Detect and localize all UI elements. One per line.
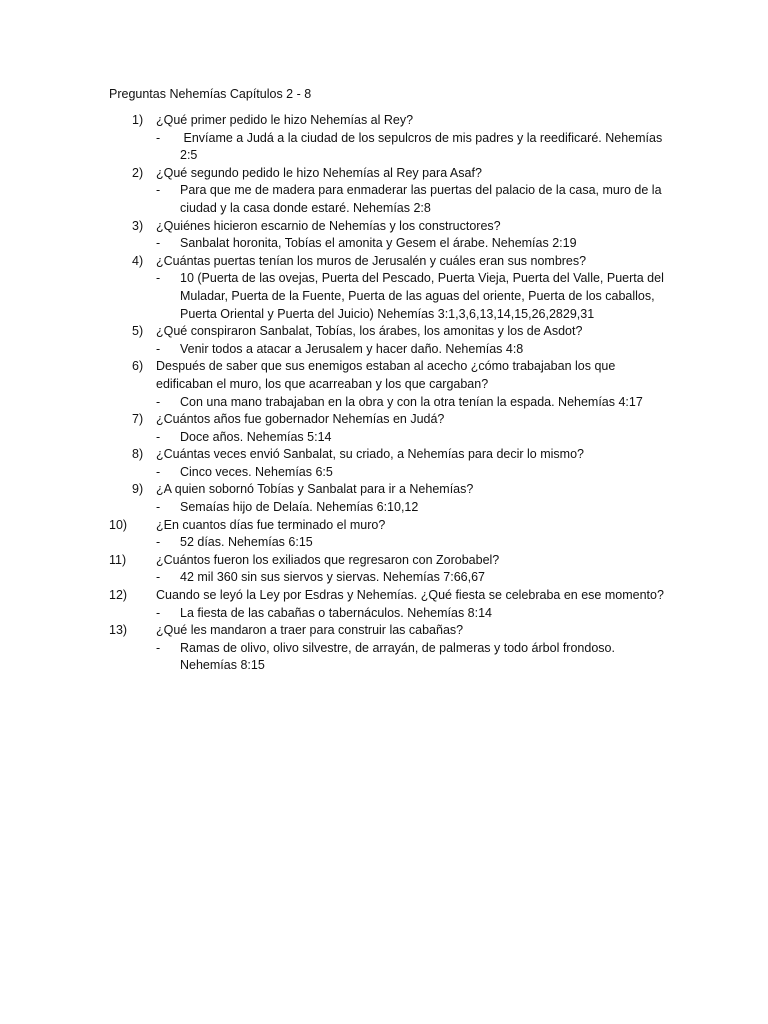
question-number: 5) (132, 324, 144, 339)
question-number: 13) (109, 623, 128, 638)
question-item (109, 481, 669, 499)
answer-item (109, 499, 669, 517)
question-item (109, 446, 669, 464)
answer-text: Venir todos a atacar a Jerusalem y hacer daño. Nehemías 4:8 (180, 341, 524, 356)
answer-bullet: - (156, 605, 161, 620)
answer-item (109, 464, 669, 482)
answer-text: Semaías hijo de Delaía. Nehemías 6:10,12 (180, 500, 419, 515)
answer-item (109, 394, 669, 412)
answer-text: Para que me de madera para enmaderar las puertas del palacio de la casa, muro de la ciudad y la casa donde estaré. Nehemías 2:8 (180, 183, 662, 215)
answer-text: 10 (Puerta de las ovejas, Puerta del Pescado, Puerta Vieja, Puerta del Valle, Puerta del Muladar, Puerta de la Fuente, Puerta de las aguas del oriente, Puerta de los caballos, Puerta Oriental y Puerta del Juicio) Nehemías 3:1,3,6,13,14,15,26,2829,31 (180, 271, 664, 321)
question-number: 3) (132, 218, 144, 233)
question-number: 8) (132, 447, 144, 462)
question-item (109, 112, 669, 130)
question-number: 9) (132, 482, 144, 497)
answer-item (109, 130, 669, 165)
question-text: Después de saber que sus enemigos estaban al acecho ¿cómo trabajaban los que edificaban el muro, los que acarreaban y los que cargaban? (156, 359, 616, 391)
answer-item (109, 270, 669, 323)
answer-bullet: - (156, 183, 161, 198)
question-number: 7) (132, 412, 144, 427)
answer-text: La fiesta de las cabañas o tabernáculos. Nehemías 8:14 (180, 605, 493, 620)
question-item (109, 358, 669, 393)
question-number: 11) (109, 552, 127, 567)
answer-text: Ramas de olivo, olivo silvestre, de arrayán, de palmeras y todo árbol frondoso. Nehemías 8:15 (180, 640, 615, 673)
question-number: 2) (132, 165, 144, 180)
question-item (109, 253, 669, 271)
answer-text: Doce años. Nehemías 5:14 (180, 429, 332, 444)
answer-bullet: - (156, 394, 161, 409)
question-item (109, 622, 669, 640)
answer-bullet: - (156, 500, 161, 515)
question-item (109, 552, 669, 570)
question-text: ¿Quiénes hicieron escarnio de Nehemías y los constructores? (156, 218, 501, 233)
answer-item (109, 569, 669, 587)
question-item (109, 517, 669, 535)
question-text: Cuando se leyó la Ley por Esdras y Nehemías. ¿Qué fiesta se celebraba en ese momento? (156, 588, 664, 603)
question-number: 10) (109, 517, 128, 532)
answer-bullet: - (156, 570, 161, 585)
answer-item (109, 429, 669, 447)
question-text: ¿Qué segundo pedido le hizo Nehemías al Rey para Asaf? (156, 165, 482, 180)
answer-bullet: - (156, 271, 161, 286)
document-title: Preguntas Nehemías Capítulos 2 - 8 (109, 87, 312, 101)
question-text: ¿Qué primer pedido le hizo Nehemías al Rey? (156, 113, 414, 127)
question-item (109, 165, 669, 183)
answer-item (109, 182, 669, 217)
question-text: ¿A quien sobornó Tobías y Sanbalat para ir a Nehemías? (156, 482, 474, 497)
answer-item (109, 605, 669, 623)
question-text: ¿Cuántas puertas tenían los muros de Jerusalén y cuáles eran sus nombres? (156, 253, 587, 268)
question-item (109, 323, 669, 341)
answer-text: Cinco veces. Nehemías 6:5 (180, 464, 333, 479)
answer-text: Envíame a Judá a la ciudad de los sepulcros de mis padres y la reedificaré. Nehemías 2:5 (180, 130, 666, 163)
question-text: ¿Qué conspiraron Sanbalat, Tobías, los árabes, los amonitas y los de Asdot? (156, 324, 583, 339)
answer-text: 42 mil 360 sin sus siervos y siervas. Nehemías 7:66,67 (180, 570, 485, 585)
answer-item (109, 341, 669, 359)
question-number: 6) (132, 359, 144, 374)
answer-text: Sanbalat horonita, Tobías el amonita y Gesem el árabe. Nehemías 2:19 (180, 236, 577, 251)
answer-bullet: - (156, 236, 161, 251)
question-number: 12) (109, 588, 128, 603)
question-text: ¿En cuantos días fue terminado el muro? (156, 517, 386, 532)
question-number: 4) (132, 253, 144, 268)
answer-bullet: - (156, 464, 161, 479)
answer-item (109, 534, 669, 552)
answer-bullet: - (156, 130, 161, 145)
question-item (109, 411, 669, 429)
question-number: 1) (132, 113, 144, 127)
answer-text: Con una mano trabajaban en la obra y con la otra tenían la espada. Nehemías 4:17 (180, 394, 643, 409)
question-list (109, 112, 669, 675)
question-text: ¿Cuántos años fue gobernador Nehemías en Judá? (156, 412, 445, 427)
question-text: ¿Cuántos fueron los exiliados que regresaron con Zorobabel? (156, 552, 500, 567)
answer-item (109, 640, 669, 675)
answer-text: 52 días. Nehemías 6:15 (180, 535, 313, 550)
question-item (109, 587, 669, 605)
answer-bullet: - (156, 341, 161, 356)
answer-bullet: - (156, 640, 161, 655)
answer-item (109, 235, 669, 253)
question-item (109, 218, 669, 236)
answer-bullet: - (156, 429, 161, 444)
answer-bullet: - (156, 535, 161, 550)
question-text: ¿Qué les mandaron a traer para construir las cabañas? (156, 623, 464, 638)
question-text: ¿Cuántas veces envió Sanbalat, su criado, a Nehemías para decir lo mismo? (156, 447, 584, 462)
